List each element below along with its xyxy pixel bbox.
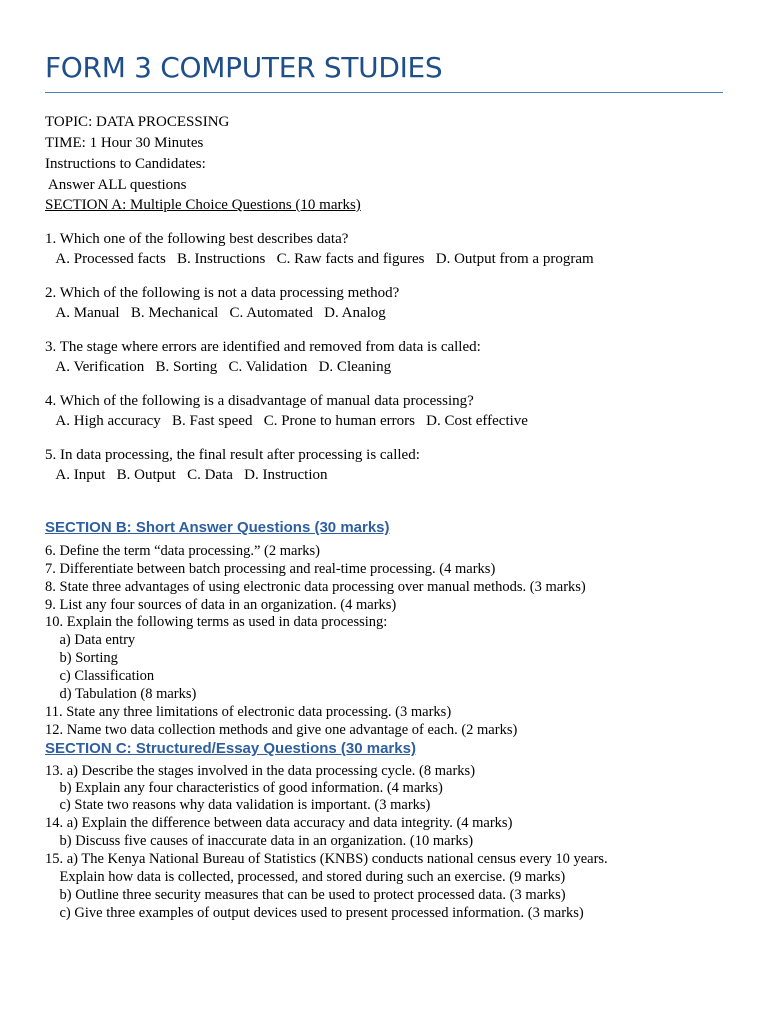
instruction-line: Answer ALL questions xyxy=(45,177,187,193)
section-c-line: 14. a) Explain the difference between data accuracy and data integrity. (4 marks) xyxy=(45,815,513,831)
question-2-options: A. Manual B. Mechanical C. Automated D. Analog xyxy=(45,305,386,321)
question-1: 1. Which one of the following best describes data? xyxy=(45,231,349,247)
section-b-line: c) Classification xyxy=(45,668,155,684)
question-4-options: A. High accuracy B. Fast speed C. Prone to human errors D. Cost effective xyxy=(45,413,528,429)
section-c-line: 13. a) Describe the stages involved in the data processing cycle. (8 marks) xyxy=(45,763,476,779)
question-5-options: A. Input B. Output C. Data D. Instruction xyxy=(45,467,328,483)
time-line: TIME: 1 Hour 30 Minutes xyxy=(45,135,204,151)
question-3-options: A. Verification B. Sorting C. Validation D. Cleaning xyxy=(45,359,392,375)
section-c-line: c) State two reasons why data validation is important. (3 marks) xyxy=(45,797,431,813)
section-b-line: 8. State three advantages of using electronic data processing over manual methods. (3 marks) xyxy=(45,579,586,595)
section-b-line: 12. Name two data collection methods and give one advantage of each. (2 marks) xyxy=(45,722,518,738)
question-3: 3. The stage where errors are identified and removed from data is called: xyxy=(45,339,481,355)
question-2: 2. Which of the following is not a data processing method? xyxy=(45,285,400,301)
section-c-line: b) Discuss five causes of inaccurate data in an organization. (10 marks) xyxy=(45,833,474,849)
section-c-line: c) Give three examples of output devices used to present processed information. (3 marks) xyxy=(45,905,584,921)
section-a-heading: SECTION A: Multiple Choice Questions (10 marks) xyxy=(45,197,361,213)
question-1-options: A. Processed facts B. Instructions C. Raw facts and figures D. Output from a program xyxy=(45,251,594,267)
section-c-line: Explain how data is collected, processed, and stored during such an exercise. (9 marks) xyxy=(45,869,566,885)
section-b-heading: SECTION B: Short Answer Questions (30 marks) xyxy=(45,519,390,536)
topic-line: TOPIC: DATA PROCESSING xyxy=(45,114,230,130)
question-5: 5. In data processing, the final result after processing is called: xyxy=(45,447,420,463)
section-b-line: d) Tabulation (8 marks) xyxy=(45,686,197,702)
section-b-line: 10. Explain the following terms as used in data processing: xyxy=(45,614,388,630)
section-b-line: 7. Differentiate between batch processing and real-time processing. (4 marks) xyxy=(45,561,496,577)
section-b-line: 6. Define the term “data processing.” (2 marks) xyxy=(45,543,320,559)
instructions-heading: Instructions to Candidates: xyxy=(45,156,206,172)
section-c-heading: SECTION C: Structured/Essay Questions (30 marks) xyxy=(45,740,416,757)
section-b-line: 11. State any three limitations of electronic data processing. (3 marks) xyxy=(45,704,452,720)
question-4: 4. Which of the following is a disadvantage of manual data processing? xyxy=(45,393,474,409)
title-divider xyxy=(45,92,723,93)
section-b-line: a) Data entry xyxy=(45,632,136,648)
section-c-line: 15. a) The Kenya National Bureau of Statistics (KNBS) conducts national census every 10 years. xyxy=(45,851,608,867)
section-c-line: b) Explain any four characteristics of good information. (4 marks) xyxy=(45,780,443,796)
document-title: FORM 3 COMPUTER STUDIES xyxy=(45,51,443,84)
section-b-line: b) Sorting xyxy=(45,650,118,666)
section-c-line: b) Outline three security measures that can be used to protect processed data. (3 marks) xyxy=(45,887,566,903)
section-b-line: 9. List any four sources of data in an organization. (4 marks) xyxy=(45,597,397,613)
